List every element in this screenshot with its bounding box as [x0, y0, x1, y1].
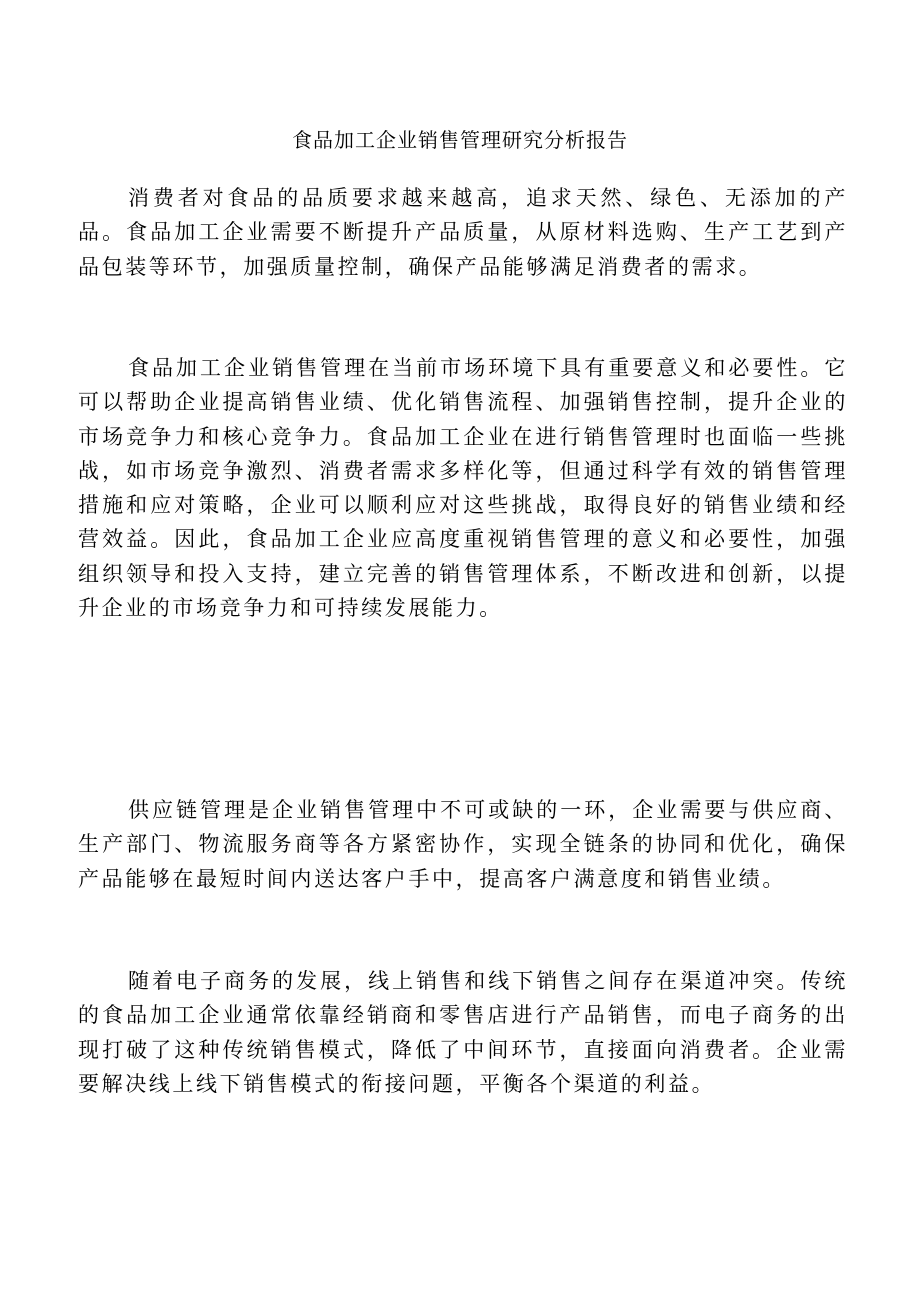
paragraph-channel-conflict: 随着电子商务的发展，线上销售和线下销售之间存在渠道冲突。传统的食品加工企业通常依靠经销商和零售店进行产品销售，而电子商务的出现打破了这种传统销售模式，降低了中间环节，直接面向消费者。企业需要解决线上线下销售模式的衔接问题，平衡各个渠道的利益。 [78, 969, 848, 1096]
document-title: 食品加工企业销售管理研究分析报告 [292, 128, 628, 152]
paragraph-sales-management: 食品加工企业销售管理在当前市场环境下具有重要意义和必要性。它可以帮助企业提高销售业绩、优化销售流程、加强销售控制，提升企业的市场竞争力和核心竞争力。食品加工企业在进行销售管理时也面临一些挑战，如市场竞争激烈、消费者需求多样化等，但通过科学有效的销售管理措施和应对策略，企业可以顺利应对这些挑战，取得良好的销售业绩和经营效益。因此，食品加工企业应高度重视销售管理的意义和必要性，加强组织领导和投入支持，建立完善的销售管理体系，不断改进和创新，以提升企业的市场竞争力和可持续发展能力。 [78, 356, 848, 621]
paragraph-quality: 消费者对食品的品质要求越来越高，追求天然、绿色、无添加的产品。食品加工企业需要不断提升产品质量，从原材料选购、生产工艺到产品包装等环节，加强质量控制，确保产品能够满足消费者的需求。 [78, 186, 848, 279]
paragraph-supply-chain: 供应链管理是企业销售管理中不可或缺的一环，企业需要与供应商、生产部门、物流服务商等各方紧密协作，实现全链条的协同和优化，确保产品能够在最短时间内送达客户手中，提高客户满意度和销售业绩。 [78, 798, 848, 891]
